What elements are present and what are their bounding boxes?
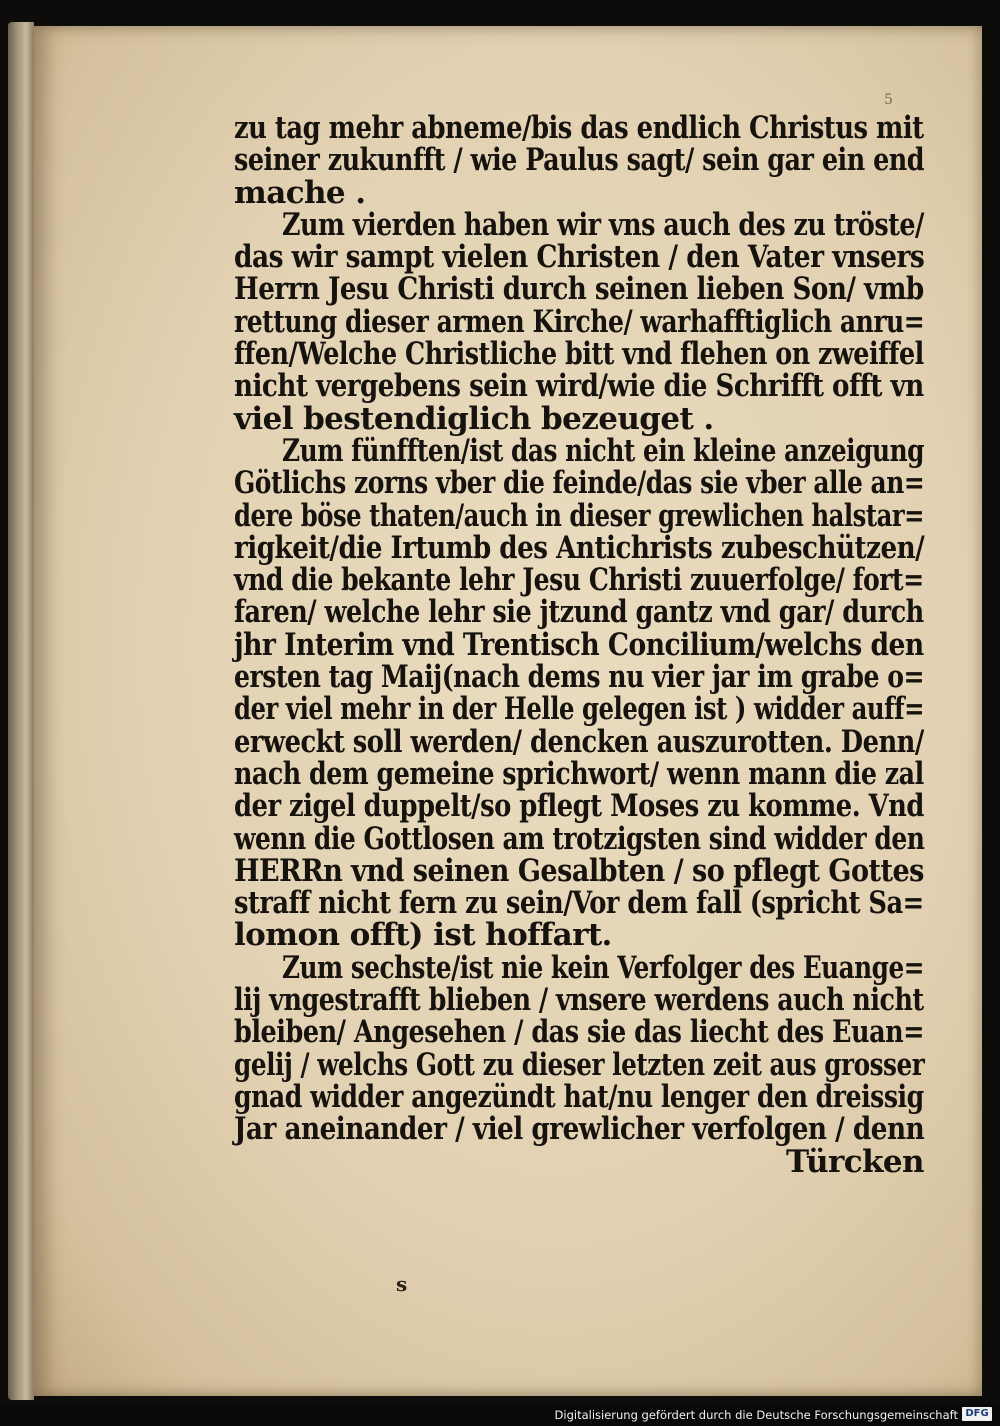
text-line: Jar aneinander / viel grewlicher verfolgen / denn bbox=[234, 1111, 925, 1148]
page-text bbox=[234, 112, 924, 1178]
text-line: Zum vierden haben wir vns auch des zu tröste/ bbox=[282, 206, 924, 243]
signature-mark: s bbox=[396, 1272, 408, 1296]
text-line: HERRn vnd seinen Gesalbten / so pflegt Gottes bbox=[234, 852, 924, 889]
text-line: lij vngestrafft blieben / vnsere werdens auch nicht bbox=[234, 982, 924, 1019]
text-line: mache . bbox=[234, 174, 366, 211]
text-line: rettung dieser armen Kirche/ warhafftiglich anru= bbox=[234, 303, 925, 340]
text-line: gelij / welchs Gott zu dieser letzten zeit aus grosser bbox=[234, 1046, 925, 1083]
text-line: bleiben/ Angesehen / das sie das liecht des Euan= bbox=[234, 1014, 925, 1051]
text-line: rigkeit/die Irtumb des Antichrists zubeschützen/ bbox=[234, 529, 925, 566]
text-line: gnad widder angezündt hat/nu lenger den dreissig bbox=[234, 1078, 924, 1115]
text-line: viel bestendiglich bezeuget . bbox=[234, 400, 714, 437]
text-line: der viel mehr in der Helle gelegen ist ) widder auff= bbox=[234, 691, 925, 728]
page-corner-mark: 5 bbox=[884, 92, 893, 108]
book-edge bbox=[8, 22, 34, 1400]
text-line: wenn die Gottlosen am trotzigsten sind widder den bbox=[234, 820, 925, 857]
text-line: zu tag mehr abneme/bis das endlich Christus mit bbox=[234, 110, 924, 146]
text-line: dere böse thaten/auch in dieser grewlichen halstar= bbox=[234, 497, 925, 534]
text-line: faren/ welche lehr sie jtzund gantz vnd gar/ durch bbox=[234, 594, 924, 631]
text-line: Zum fünfften/ist das nicht ein kleine anzeigung bbox=[282, 432, 925, 469]
footer-credit: Digitalisierung gefördert durch die Deutsche Forschungsgemeinschaft bbox=[554, 1408, 958, 1422]
text-line: vnd die bekante lehr Jesu Christi zuuerfolge/ fort= bbox=[234, 562, 924, 599]
text-line: straff nicht fern zu sein/Vor dem fall (spricht Sa= bbox=[234, 885, 924, 922]
text-line: jhr Interim vnd Trentisch Concilium/welchs den bbox=[234, 626, 924, 663]
text-line: ersten tag Maij(nach dems nu vier jar im grabe o= bbox=[234, 659, 925, 696]
text-line: nicht vergebens sein wird/wie die Schrifft offt vn bbox=[234, 368, 924, 405]
text-line: das wir sampt vielen Christen / den Vater vnsers bbox=[234, 239, 925, 276]
text-line: Türcken bbox=[786, 1143, 924, 1180]
text-line: seiner zukunfft / wie Paulus sagt/ sein gar ein end bbox=[234, 142, 925, 179]
text-line: Zum sechste/ist nie kein Verfolger des Euange= bbox=[282, 949, 924, 986]
text-line: erweckt soll werden/ dencken auszurotten. Denn/ bbox=[234, 723, 924, 760]
text-line: lomon offt) ist hoffart. bbox=[234, 917, 612, 954]
text-line: der zigel duppelt/so pflegt Moses zu komme. Vnd bbox=[234, 788, 924, 825]
dfg-logo: DFG bbox=[962, 1407, 992, 1421]
text-line: Götlichs zorns vber die feinde/das sie vber alle an= bbox=[234, 465, 925, 502]
text-line: nach dem gemeine sprichwort/ wenn mann die zal bbox=[234, 755, 924, 792]
text-line: Herrn Jesu Christi durch seinen lieben Son/ vmb bbox=[234, 271, 924, 308]
text-line: ffen/Welche Christliche bitt vnd flehen on zweiffel bbox=[234, 336, 924, 373]
